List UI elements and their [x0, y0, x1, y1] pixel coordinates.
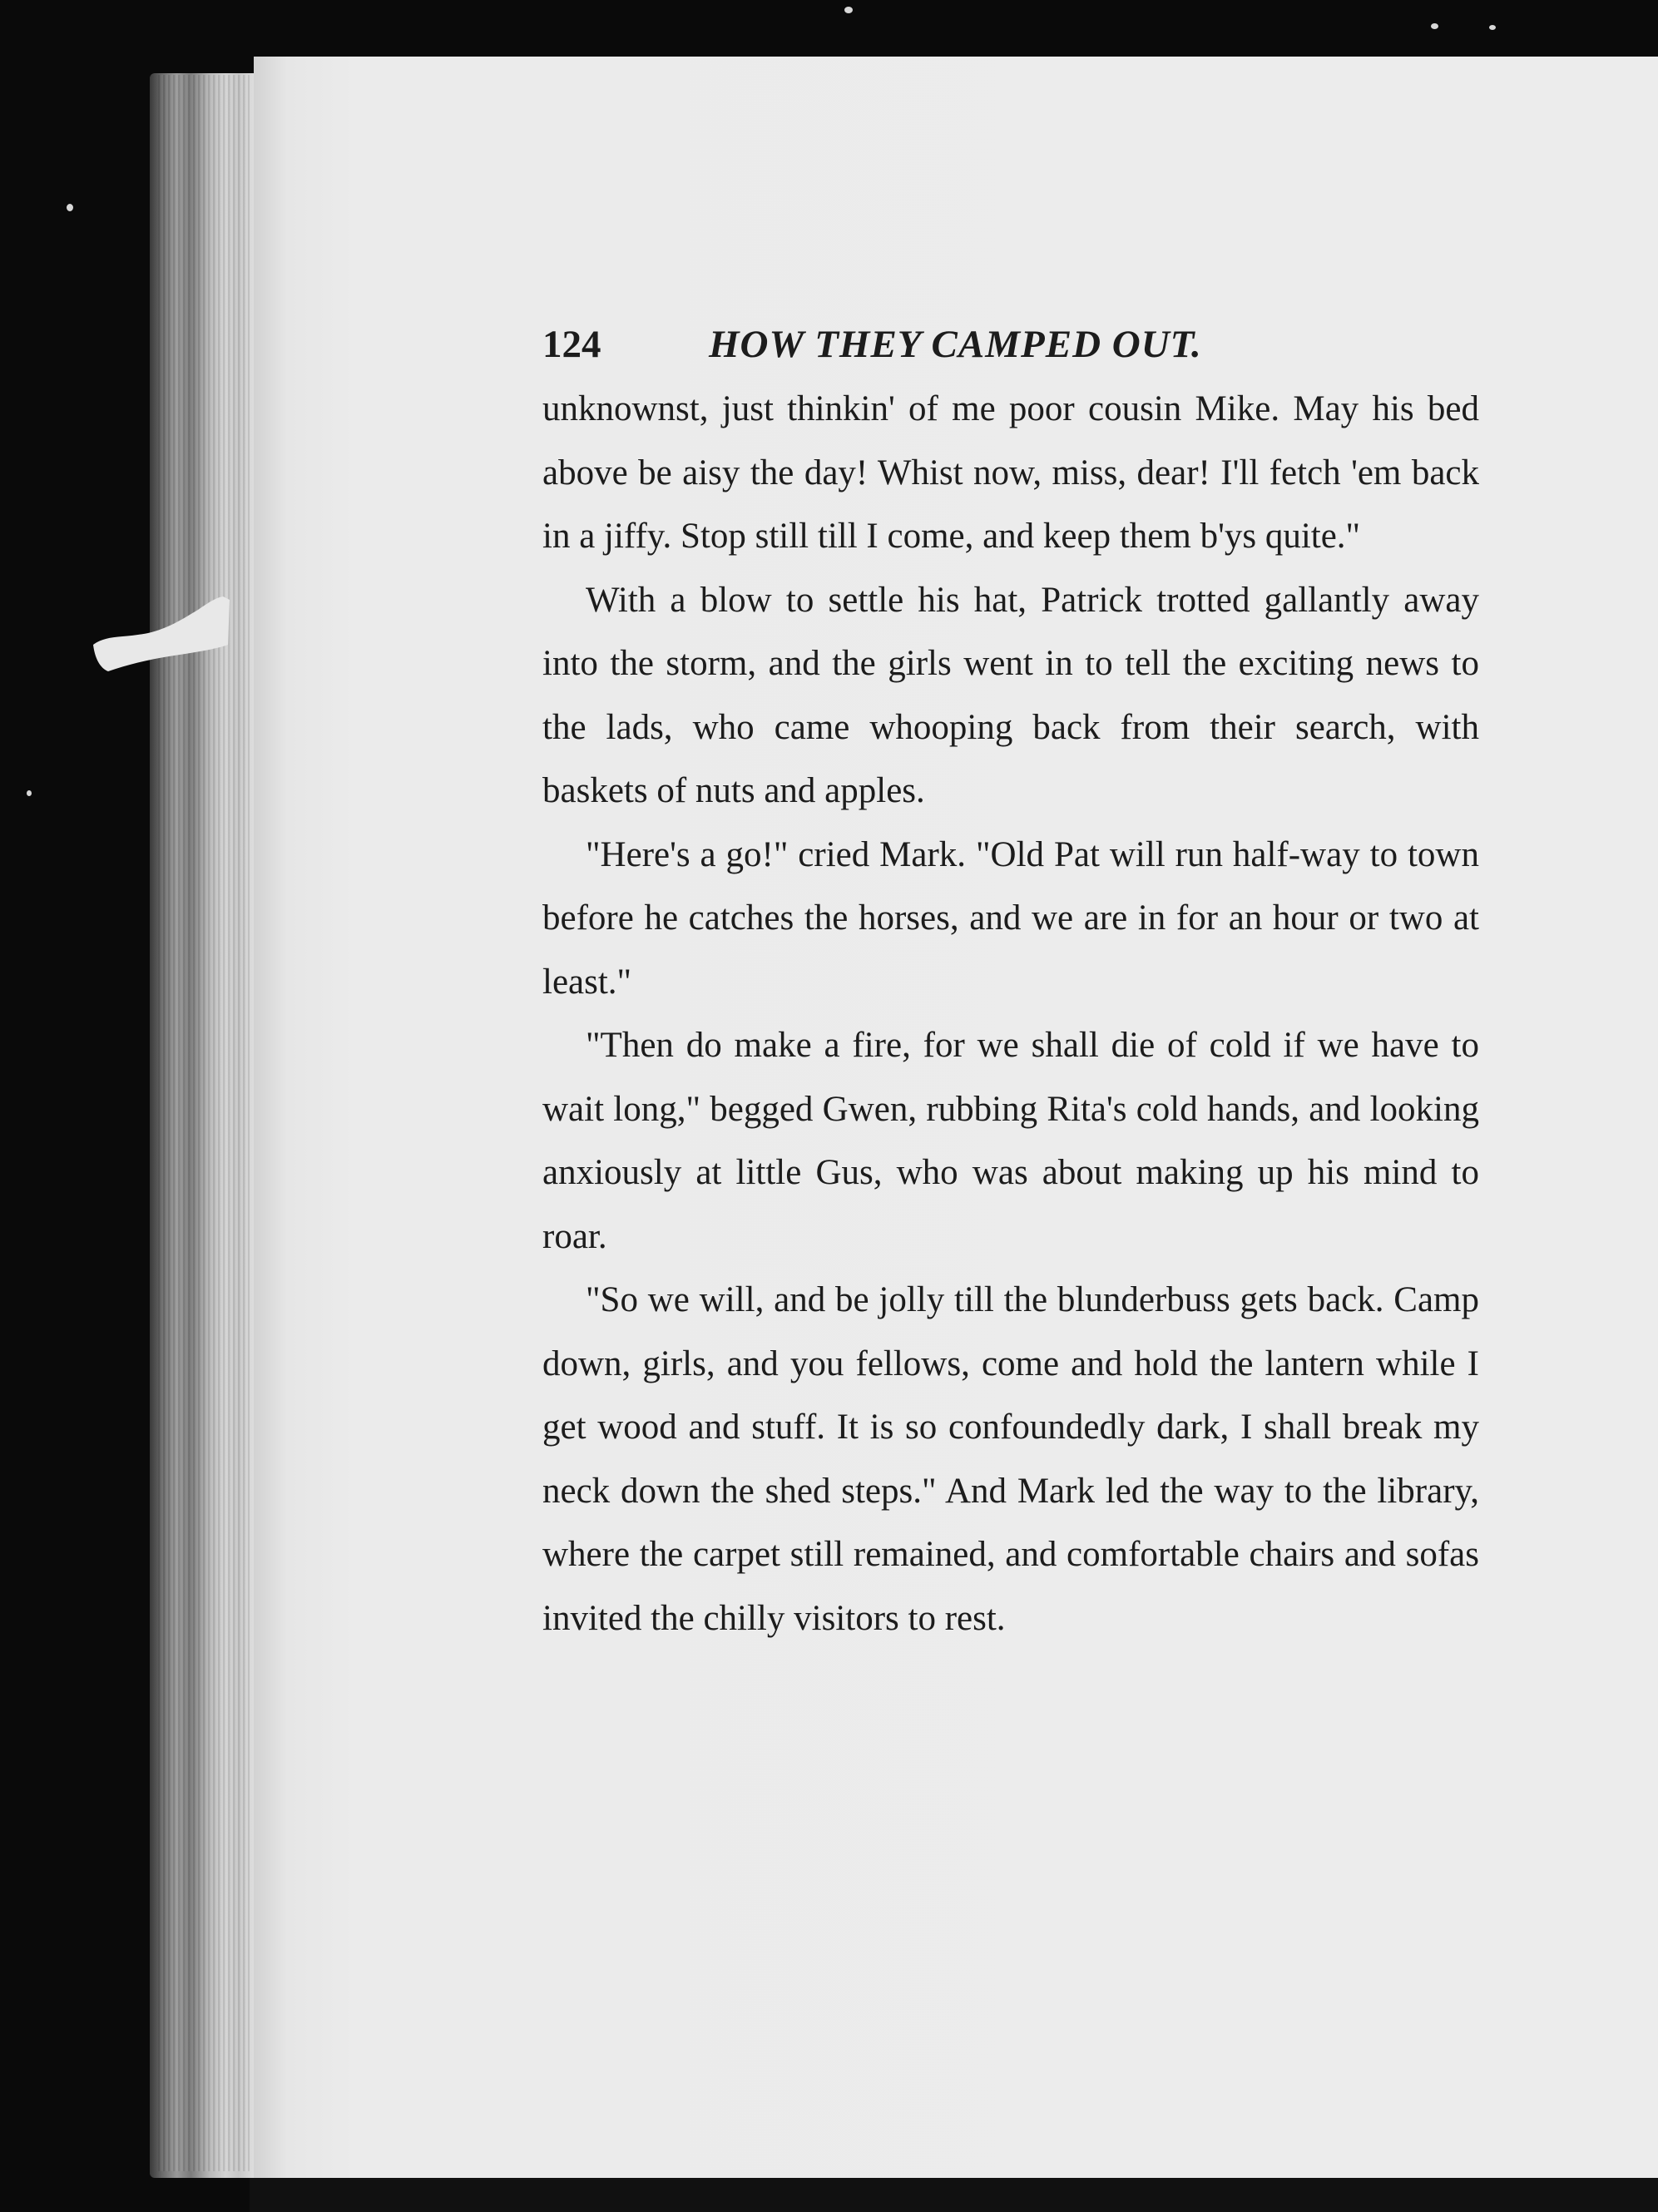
paragraph: "Here's a go!" cried Mark. "Old Pat will run half-way to town before he catches the horses, and we are in for an hour or two at least."	[542, 834, 1479, 1002]
dust-speck	[67, 204, 73, 211]
page-number: 124	[542, 323, 601, 366]
torn-paper-tab	[90, 595, 231, 678]
running-title: HOW THEY CAMPED OUT.	[709, 323, 1202, 366]
paragraph: "So we will, and be jolly till the blunderbuss gets back. Camp down, girls, and you fellows, come and hold the lantern while I get wood and stuff. It is so confoundedly dark, I shall break my neck down the shed steps." And Mark led the way to the library, where the carpet still remained, and comfortable chairs and sofas invited the chilly visitors to rest.	[542, 1280, 1479, 1638]
page-text	[542, 318, 1479, 1650]
running-head	[542, 318, 1479, 371]
dust-speck	[27, 790, 32, 796]
paragraph: With a blow to settle his hat, Patrick trotted gallantly away into the storm, and the girls went in to tell the exciting news to the lads, who came whooping back from their search, with baskets of nuts and apples.	[542, 580, 1479, 810]
paragraph: "Then do make a fire, for we shall die of cold if we have to wait long," begged Gwen, rubbing Rita's cold hands, and looking anxiously at little Gus, who was about making up his mind to roar.	[542, 1026, 1479, 1256]
paragraph: unknownst, just thinkin' of me poor cousin Mike. May his bed above be aisy the day! Whist now, miss, dear! I'll fetch 'em back in a jiffy. Stop still till I come, and keep them b'ys quite."	[542, 389, 1479, 556]
dust-speck	[844, 7, 853, 13]
dust-speck	[1489, 25, 1496, 30]
page-edges-texture	[158, 75, 250, 2171]
dust-speck	[1431, 23, 1438, 29]
scan-bottom-border	[250, 2178, 1658, 2212]
